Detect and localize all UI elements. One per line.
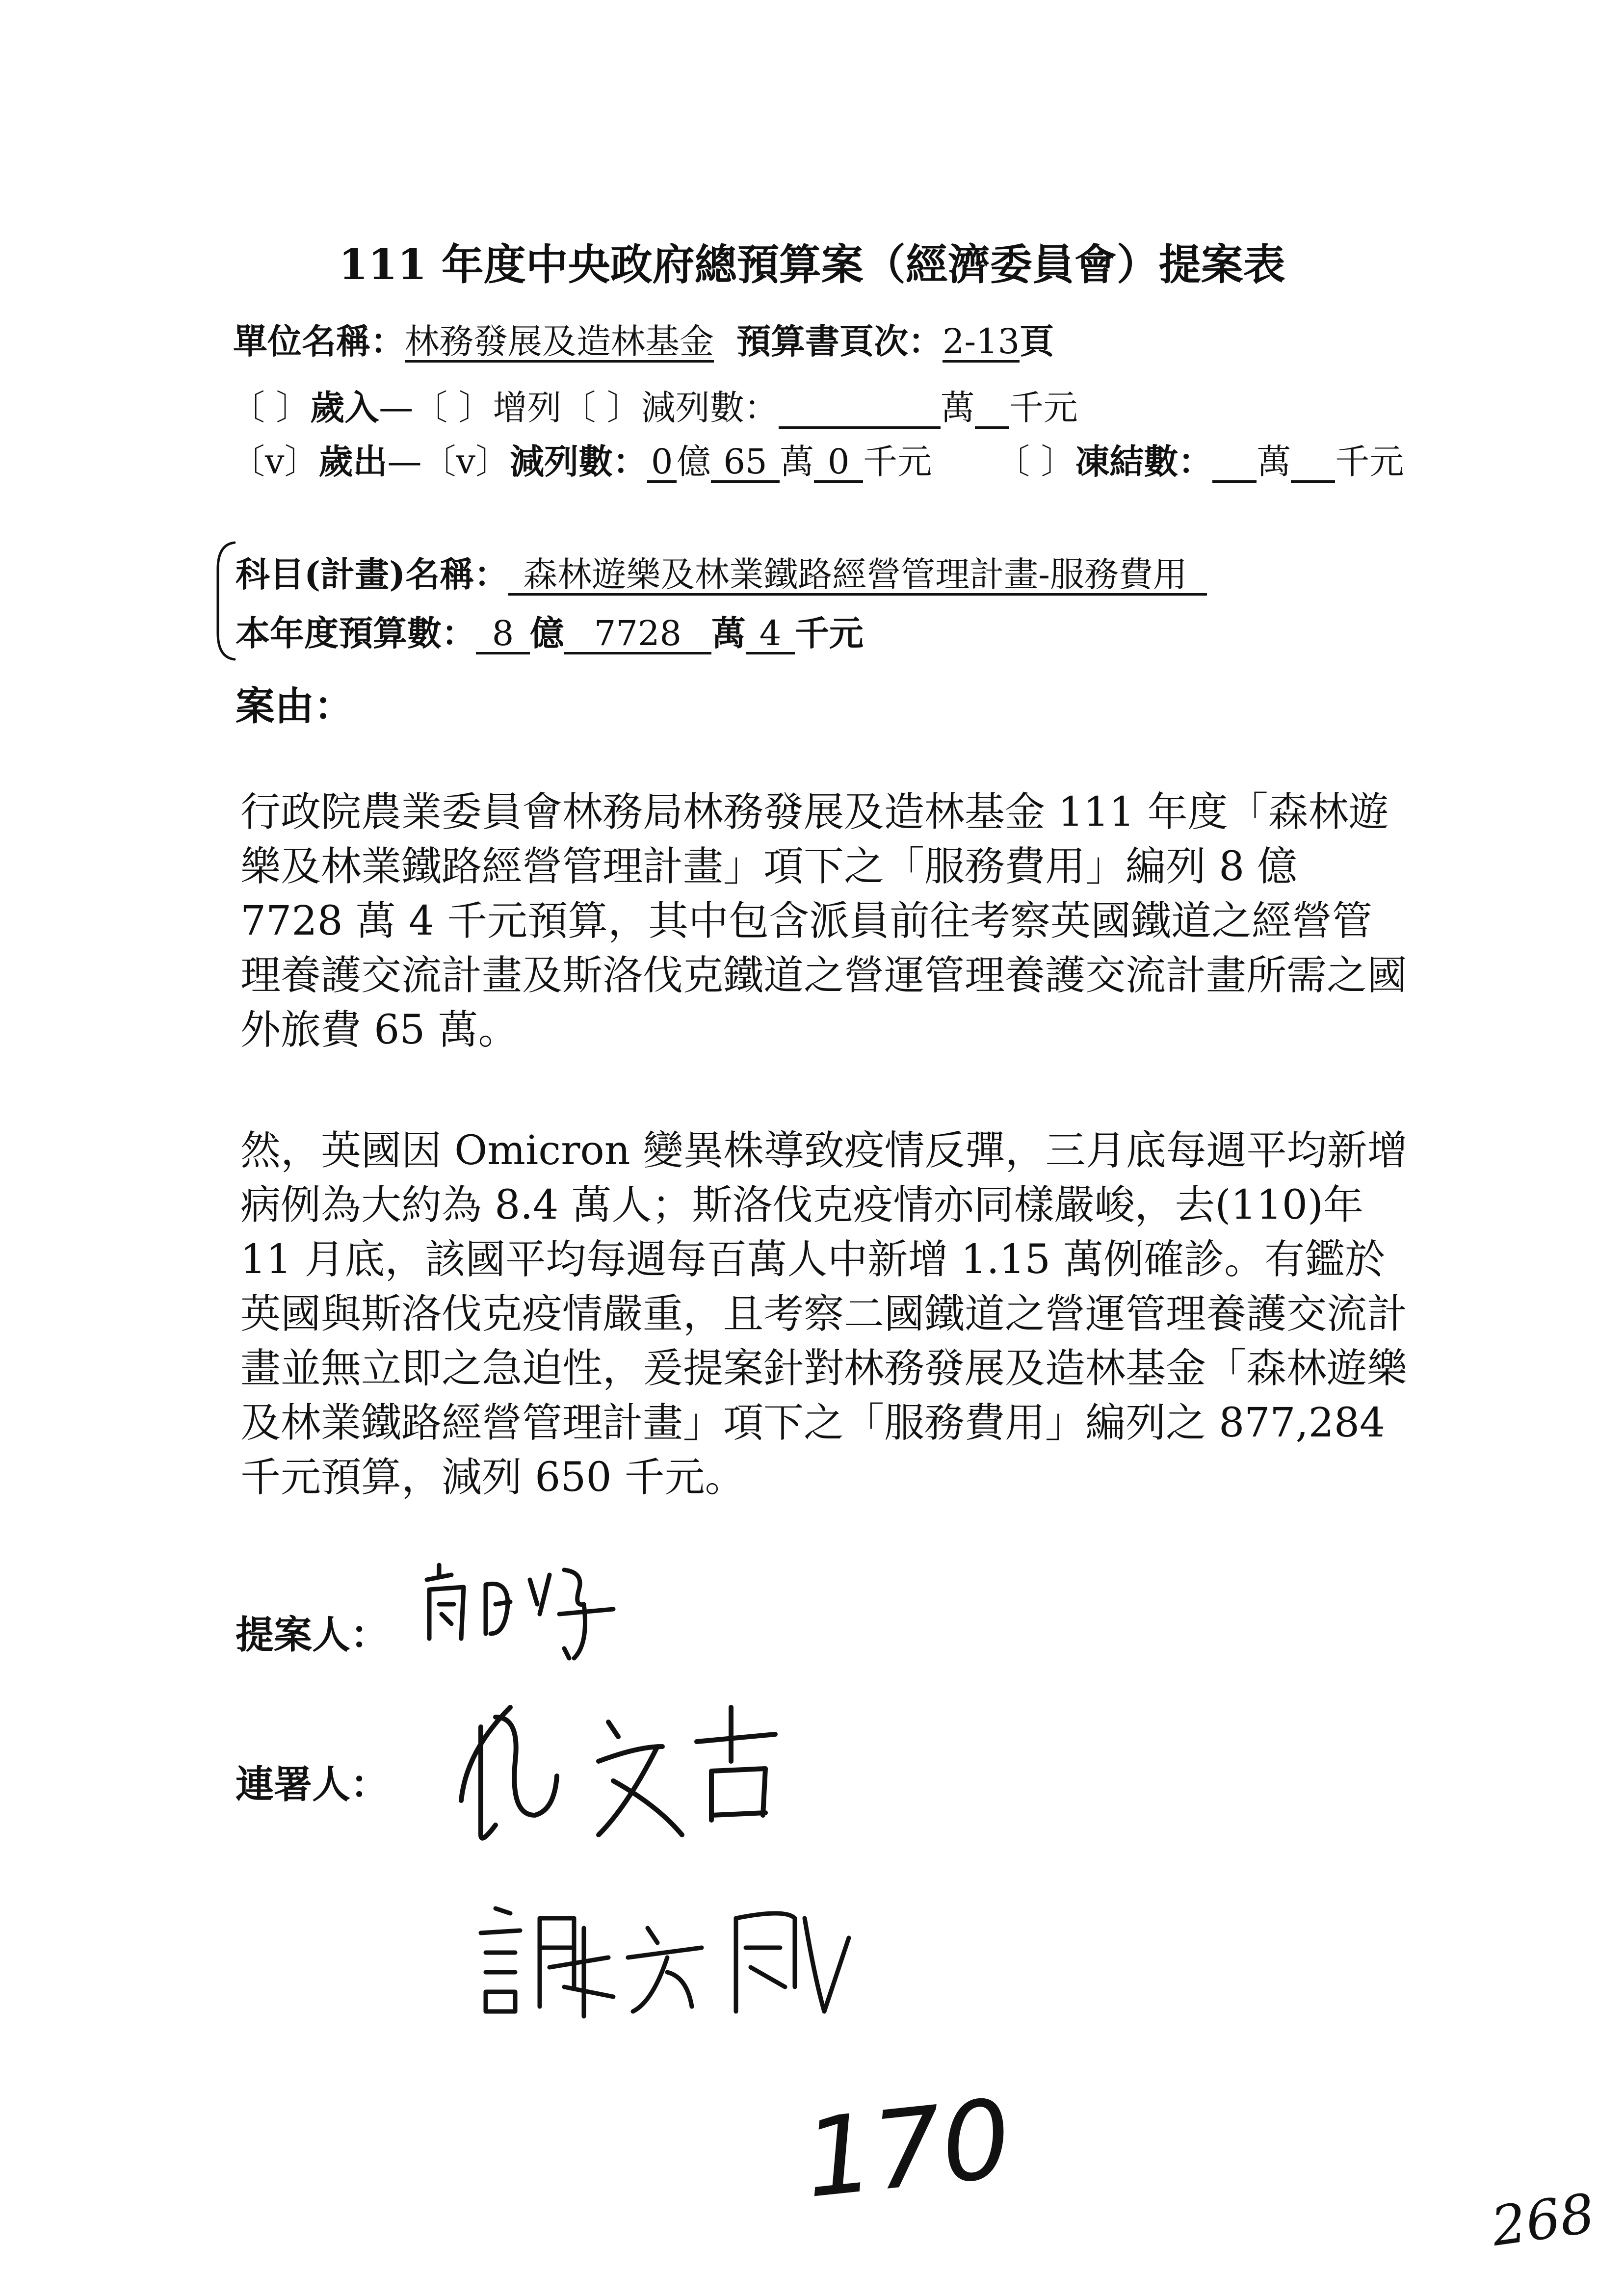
proposer-label: 提案人： [236, 1613, 389, 1657]
freeze-wan-label: 萬 [1257, 442, 1291, 482]
unit-label: 單位名稱： [233, 321, 405, 362]
budget-wan-value: 7728 [564, 616, 711, 654]
freeze-checkbox: 〔 〕 [995, 442, 1075, 482]
decrease-checkbox: 〔 〕 [561, 388, 641, 428]
increase-checkbox: 〔 〕 [413, 388, 493, 428]
expense-wan-label: 萬 [780, 442, 814, 482]
expense-checkbox: 〔v〕 [231, 442, 319, 482]
subject-label: 科目(計畫)名稱： [236, 554, 509, 595]
budget-line [236, 606, 864, 655]
budget-qian-label: 千元 [795, 613, 864, 653]
revenue-dash: — [379, 388, 414, 428]
expense-qian-label: 千元 [863, 442, 932, 482]
page-ref-label: 預算書頁次： [736, 321, 943, 362]
page-number: 268 [1488, 2182, 1598, 2258]
revenue-label: 歲入 [310, 387, 379, 428]
revenue-qian-label: 千元 [1009, 388, 1078, 428]
freeze-label: 凍結數： [1075, 441, 1213, 482]
page-ref-suffix: 頁 [1020, 321, 1054, 362]
paragraph-1: 行政院農業委員會林務局林務發展及造林基金 111 年度「森林遊樂及林業鐵路經營管理計畫」項下之「服務費用」編列 8 億 7728 萬 4 千元預算，其中包含派員前往考察英國鐵道之經營管理養護交流計畫及斯洛伐克鐵道之營運管理養護交流計畫所需之國外旅費 65 萬。 [240, 789, 1408, 1053]
revenue-checkbox: 〔 〕 [231, 388, 311, 428]
subject-value: 森林遊樂及林業鐵路經營管理計畫-服務費用 [508, 557, 1207, 596]
unit-value: 林務發展及造林基金 [405, 321, 714, 362]
paragraph-2: 然，英國因 Omicron 變異株導致疫情反彈，三月底每週平均新增病例為大約為 8.4 萬人；斯洛伐克疫情亦同樣嚴峻，去(110)年 11 月底，該國平均每週每百萬人中新增 1.15 萬例確診。有鑑於英國與斯洛伐克疫情嚴重，且考察二國鐵道之營運管理養護交流計畫並無立即之急迫性，爰提案針對林務發展及造林基金「森林遊樂及林業鐵路經營管理計畫」項下之「服務費用」編列之 877,284 千元預算，減列 650 千元。 [240, 1127, 1408, 1501]
decrease-label: 減列數： [641, 388, 779, 428]
increase-label: 增列 [493, 388, 562, 428]
revenue-wan-label: 萬 [940, 388, 975, 428]
cosigner-signature-1 [451, 1688, 854, 1845]
cosigner-label: 連署人： [236, 1762, 389, 1807]
unit-line [233, 314, 1054, 364]
freeze-qian-label: 千元 [1335, 442, 1404, 482]
expense-yi-label: 億 [677, 442, 711, 482]
expense-decrease-checkbox: 〔v〕 [421, 442, 510, 482]
subject-line [236, 547, 1207, 597]
budget-qian-value: 4 [746, 616, 795, 654]
budget-yi-label: 億 [530, 613, 564, 653]
expense-wan-value: 65 [711, 444, 780, 483]
expense-label: 歲出 [318, 441, 388, 482]
expense-qian-value: 0 [814, 444, 863, 483]
budget-label: 本年度預算數： [236, 613, 476, 653]
reason-label: 案由： [236, 683, 353, 729]
page-ref-value: 2-13 [943, 321, 1020, 362]
expense-decrease-label: 減列數： [510, 441, 648, 482]
budget-wan-label: 萬 [711, 613, 746, 653]
expense-dash: — [387, 442, 422, 482]
page-title: 111 年度中央政府總預算案（經濟委員會）提案表 [339, 240, 1285, 289]
expense-line [231, 434, 1404, 484]
cosigner-signature-2 [471, 1889, 873, 2026]
proposer-signature [417, 1560, 638, 1678]
handwritten-number: 170 [798, 2075, 1017, 2222]
revenue-line [231, 380, 1078, 430]
budget-yi-value: 8 [476, 616, 530, 654]
expense-yi-value: 0 [647, 444, 677, 483]
